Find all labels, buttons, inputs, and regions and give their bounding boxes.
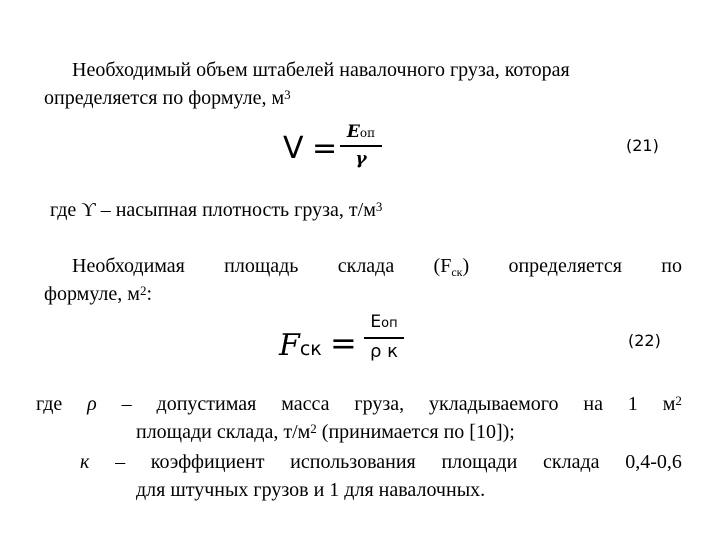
w3-word: – — [115, 451, 126, 473]
colon: : — [146, 283, 153, 305]
w2-word: масса — [281, 393, 330, 415]
where-line-1 — [50, 198, 382, 222]
eq22-denominator: ρ к — [369, 341, 399, 362]
w3-word: площади — [441, 451, 518, 473]
eq21-fraction — [340, 122, 382, 169]
where-block-line-2-end: (принимается по [10]); — [316, 421, 515, 443]
where-line-1-text: где ϒ – насыпная плотность груза, т/м — [50, 199, 376, 221]
p2-word: склада — [337, 255, 395, 277]
w3-word: 0,4-0,6 — [625, 451, 682, 473]
w2-word: 1 — [627, 393, 638, 415]
eq21-equals: = — [312, 131, 338, 166]
where-block-line-4 — [136, 478, 485, 502]
eq22-numerator: Eоп — [370, 312, 398, 332]
kappa-symbol: к — [80, 451, 90, 473]
where-block-line-3 — [80, 450, 682, 474]
w3-word: склада — [543, 451, 600, 473]
where-block-line-1 — [36, 392, 682, 416]
eq22-fraction-bar — [364, 337, 404, 339]
p2-f-symbol: $(F_{ск})$ — [433, 255, 470, 279]
eq22-equals: = — [330, 324, 357, 362]
where-block-line-2-text: площади склада, т/м — [136, 421, 311, 443]
paragraph-2-line-2 — [44, 282, 152, 306]
paragraph-1-line-2 — [44, 86, 291, 110]
p2-word: площадь — [224, 255, 299, 277]
p2-word: по — [661, 255, 682, 277]
w2-word: груза, — [354, 393, 405, 415]
paragraph-1-line-1-text: Необходимый объем штабелей навалочного груза, которая — [72, 59, 570, 81]
eq22-fraction — [364, 312, 404, 362]
w3-word: коэффициент — [150, 451, 265, 473]
w2-word: где — [36, 393, 63, 415]
paragraph-1-line-2-text: определяется по формуле, м — [44, 87, 285, 109]
eq22-lhs: Fск — [279, 328, 322, 363]
paragraph-2-line-1 — [72, 254, 682, 280]
w2-word: – — [121, 393, 132, 415]
where-block-line-4-text: для штучных грузов и 1 для навалочных. — [136, 479, 486, 501]
w2-word: укладываемого — [429, 393, 559, 415]
paragraph-1-line-1 — [72, 58, 570, 82]
p2-word: Необходимая — [72, 255, 185, 277]
eq22-number: (22) — [628, 331, 661, 350]
eq21-number: (21) — [626, 136, 659, 155]
w3-word: использования — [290, 451, 416, 473]
eq21-numerator: Eоп — [346, 122, 376, 142]
paragraph-2-line-2-text: формуле, м — [44, 283, 140, 305]
w2-word: на — [583, 393, 603, 415]
area-unit-superscript-2: 2 — [310, 421, 317, 436]
eq21-fraction-bar — [340, 145, 382, 147]
unit-superscript: 3 — [284, 87, 291, 102]
p2-word: определяется — [508, 255, 622, 277]
w2-unit: $м^2$ — [662, 393, 682, 415]
w2-word: допустимая — [156, 393, 257, 415]
area-unit-superscript: 2 — [139, 283, 147, 298]
eq21-lhs: V — [283, 131, 304, 166]
density-unit-superscript: 3 — [375, 199, 383, 214]
eq21-denominator: γ — [355, 149, 367, 169]
where-block-line-2 — [136, 420, 515, 444]
rho-symbol: ρ — [87, 393, 97, 415]
